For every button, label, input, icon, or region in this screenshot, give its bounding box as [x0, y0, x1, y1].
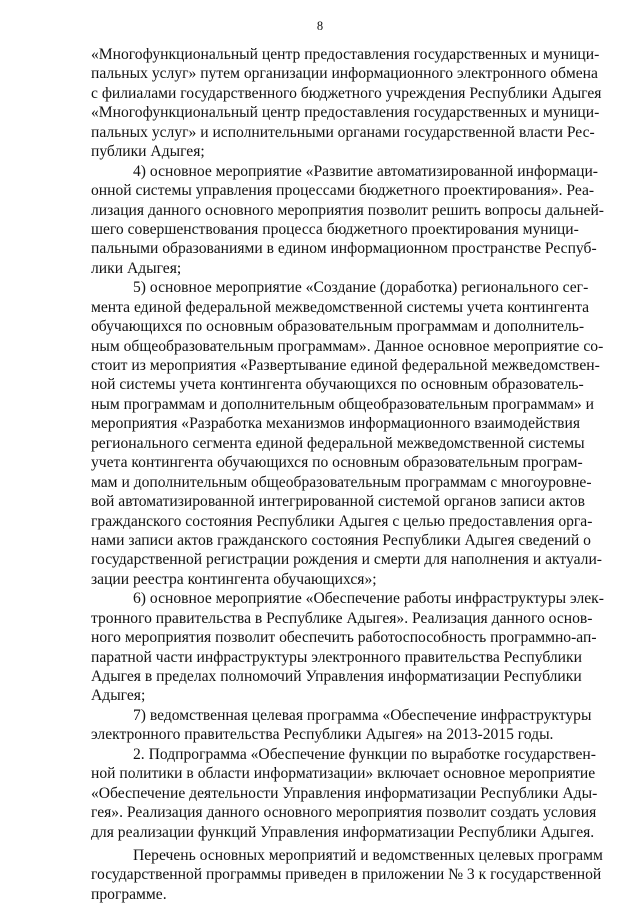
paragraph	[91, 162, 604, 279]
text-line: для реализации функций Управления информатизации Республики Адыгея.	[91, 823, 595, 841]
text-line: 7) ведомственная целевая программа «Обеспечение инфраструктуры	[133, 706, 592, 724]
text-line: гея». Реализация данного основного мероприятия позволит создать условия	[91, 804, 597, 822]
text-line: пальных услуг» и исполнительными органами государственной власти Рес-	[91, 123, 595, 141]
text-line: электронного правительства Республики Адыгея» на 2013-2015 годы.	[91, 726, 554, 744]
text-line: 5) основное мероприятие «Создание (доработка) регионального сег-	[133, 279, 589, 297]
text-line: мента единой федеральной межведомственной системы учета контингента	[91, 298, 590, 316]
text-line: обучающихся по основным образовательным программам и дополнитель-	[91, 318, 585, 336]
text-line: паратной части инфраструктуры электронного правительства Республики	[91, 648, 582, 666]
text-line: гражданского состояния Республики Адыгея с целью предоставления орга-	[91, 512, 593, 530]
text-line: регионального сегмента единой федеральной межведомственной системы	[91, 434, 585, 452]
text-line: пальных услуг» путем организации информационного электронного обмена	[91, 65, 598, 83]
text-line: вой автоматизированной интегрированной системой органов записи актов	[91, 493, 585, 511]
paragraph	[91, 45, 602, 162]
text-line: Перечень основных мероприятий и ведомственных целевых программ	[133, 846, 603, 864]
text-line: ным программам и дополнительным общеобразовательным программам» и	[91, 395, 594, 413]
text-line: ным общеобразовательным программам». Данное основное мероприятие со-	[91, 337, 604, 355]
text-line: 6) основное мероприятие «Обеспечение работы инфраструктуры элек-	[133, 590, 604, 608]
text-line: «Многофункциональный центр предоставления государственных и муници-	[91, 104, 600, 122]
page-number: 8	[316, 19, 324, 33]
text-line: 4) основное мероприятие «Развитие автоматизированной информаци-	[133, 162, 598, 180]
text-line: стоит из мероприятия «Развертывание единой федеральной межведомствен-	[91, 357, 600, 374]
text-line: «Многофункциональный центр предоставления государственных и муници-	[91, 46, 600, 63]
text-line: Адыгея в пределах полномочий Управления информатизации Республики	[91, 668, 582, 685]
body-text	[91, 45, 604, 904]
text-line: тронного правительства в Республике Адыгея». Реализация данного основ-	[91, 609, 593, 627]
text-line: ного мероприятия позволит обеспечить работоспособность программно-ап-	[91, 629, 597, 647]
text-line: программе.	[91, 885, 167, 903]
text-line: с филиалами государственного бюджетного учреждения Республики Адыгея	[91, 84, 602, 102]
text-line: зации реестра контингента обучающихся»;	[91, 570, 377, 588]
text-line: онной системы управления процессами бюджетного проектирования». Реа-	[91, 182, 595, 200]
text-line: мам и дополнительным общеобразовательным программам с многоуровне-	[91, 473, 592, 491]
paragraph	[91, 589, 604, 706]
paragraph	[91, 846, 603, 904]
text-line: Адыгея;	[91, 687, 146, 705]
text-line: шего совершенствования процесса бюджетного проектирования муници-	[91, 220, 579, 238]
text-line: 2. Подпрограмма «Обеспечение функции по выработке государствен-	[133, 745, 596, 763]
paragraph	[91, 745, 598, 842]
text-line: лизация данного основного мероприятия позволит решить вопросы дальней-	[91, 201, 604, 219]
paragraph	[91, 278, 604, 589]
text-line: «Обеспечение деятельности Управления информатизации Республики Ады-	[91, 784, 598, 802]
text-line: пальными образованиями в едином информационном пространстве Респуб-	[91, 240, 597, 258]
text-line: нами записи актов гражданского состояния Республики Адыгея сведений о	[91, 531, 591, 549]
text-line: государственной регистрации рождения и смерти для наполнения и актуали-	[91, 551, 602, 569]
text-line: государственной программы приведен в приложении № 3 к государственной	[91, 866, 602, 884]
text-line: учета контингента обучающихся по основным образовательным програм-	[91, 454, 583, 472]
text-line: ной политики в области информатизации» включает основное мероприятие	[91, 765, 596, 783]
paragraph	[91, 706, 592, 745]
text-line: публики Адыгея;	[91, 143, 205, 161]
text-line: ной системы учета контингента обучающихся по основным образователь-	[91, 376, 584, 394]
text-line: мероприятия «Разработка механизмов информационного взаимодействия	[91, 415, 581, 433]
text-line: лики Адыгея;	[91, 259, 182, 277]
